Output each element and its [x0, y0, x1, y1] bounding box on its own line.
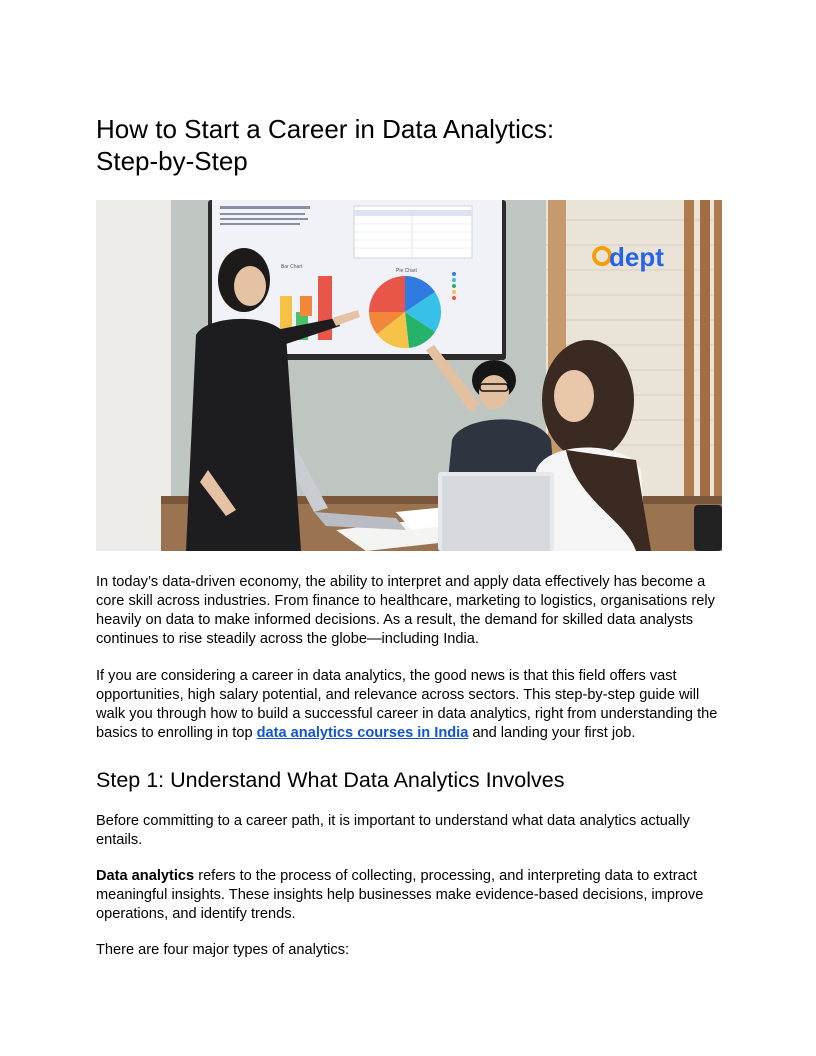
- definition-text: refers to the process of collecting, processing, and interpreting data to extract meaningful insights. These insights help businesses make evidence-based decisions, improve operations, and identify trends.: [96, 868, 704, 922]
- intro-paragraph: In today’s data-driven economy, the ability to interpret and apply data effectively has become a core skill across industries. From finance to healthcare, marketing to logistics, organisations rely heavily on data to make informed decisions. As a result, the demand for skilled data analysts continues to rise steadily across the globe—including India.: [96, 574, 715, 647]
- step1-heading: Step 1: Understand What Data Analytics Involves: [96, 768, 565, 792]
- screen-bar: [300, 296, 312, 316]
- title-line-2: Step-by-Step: [96, 146, 248, 176]
- second-paragraph-text: If you are considering a career in data analytics, the good news is that this field offers vast opportunities, high salary potential, and relevance across sectors. This step-by-step guide will walk you through how to build a successful career in data analytics, right from understanding the basics to enrolling in top: [96, 668, 718, 741]
- title-line-1: How to Start a Career in Data Analytics:: [96, 114, 555, 144]
- laptop-right: [438, 472, 554, 551]
- hero-illustration: [96, 200, 722, 551]
- definition-paragraph: [96, 867, 722, 924]
- office-chair: [694, 505, 722, 551]
- second-paragraph: [96, 667, 722, 743]
- bar-chart-title: Bar Chart: [281, 264, 303, 270]
- left-wall: [96, 200, 171, 551]
- definition-term: Data analytics: [96, 868, 195, 884]
- step1-intro: Before committing to a career path, it is important to understand what data analytics actually entails.: [96, 813, 690, 848]
- data-analytics-courses-link[interactable]: data analytics courses in India: [256, 725, 469, 741]
- screen-table: [354, 206, 472, 258]
- hero-image: [96, 200, 722, 551]
- second-paragraph-end: and landing your first job.: [468, 725, 636, 741]
- types-intro: There are four major types of analytics:: [96, 942, 350, 958]
- pie-chart-title: Pie Chart: [396, 268, 417, 274]
- logo-text: dept: [609, 242, 664, 272]
- page-title: [96, 113, 722, 177]
